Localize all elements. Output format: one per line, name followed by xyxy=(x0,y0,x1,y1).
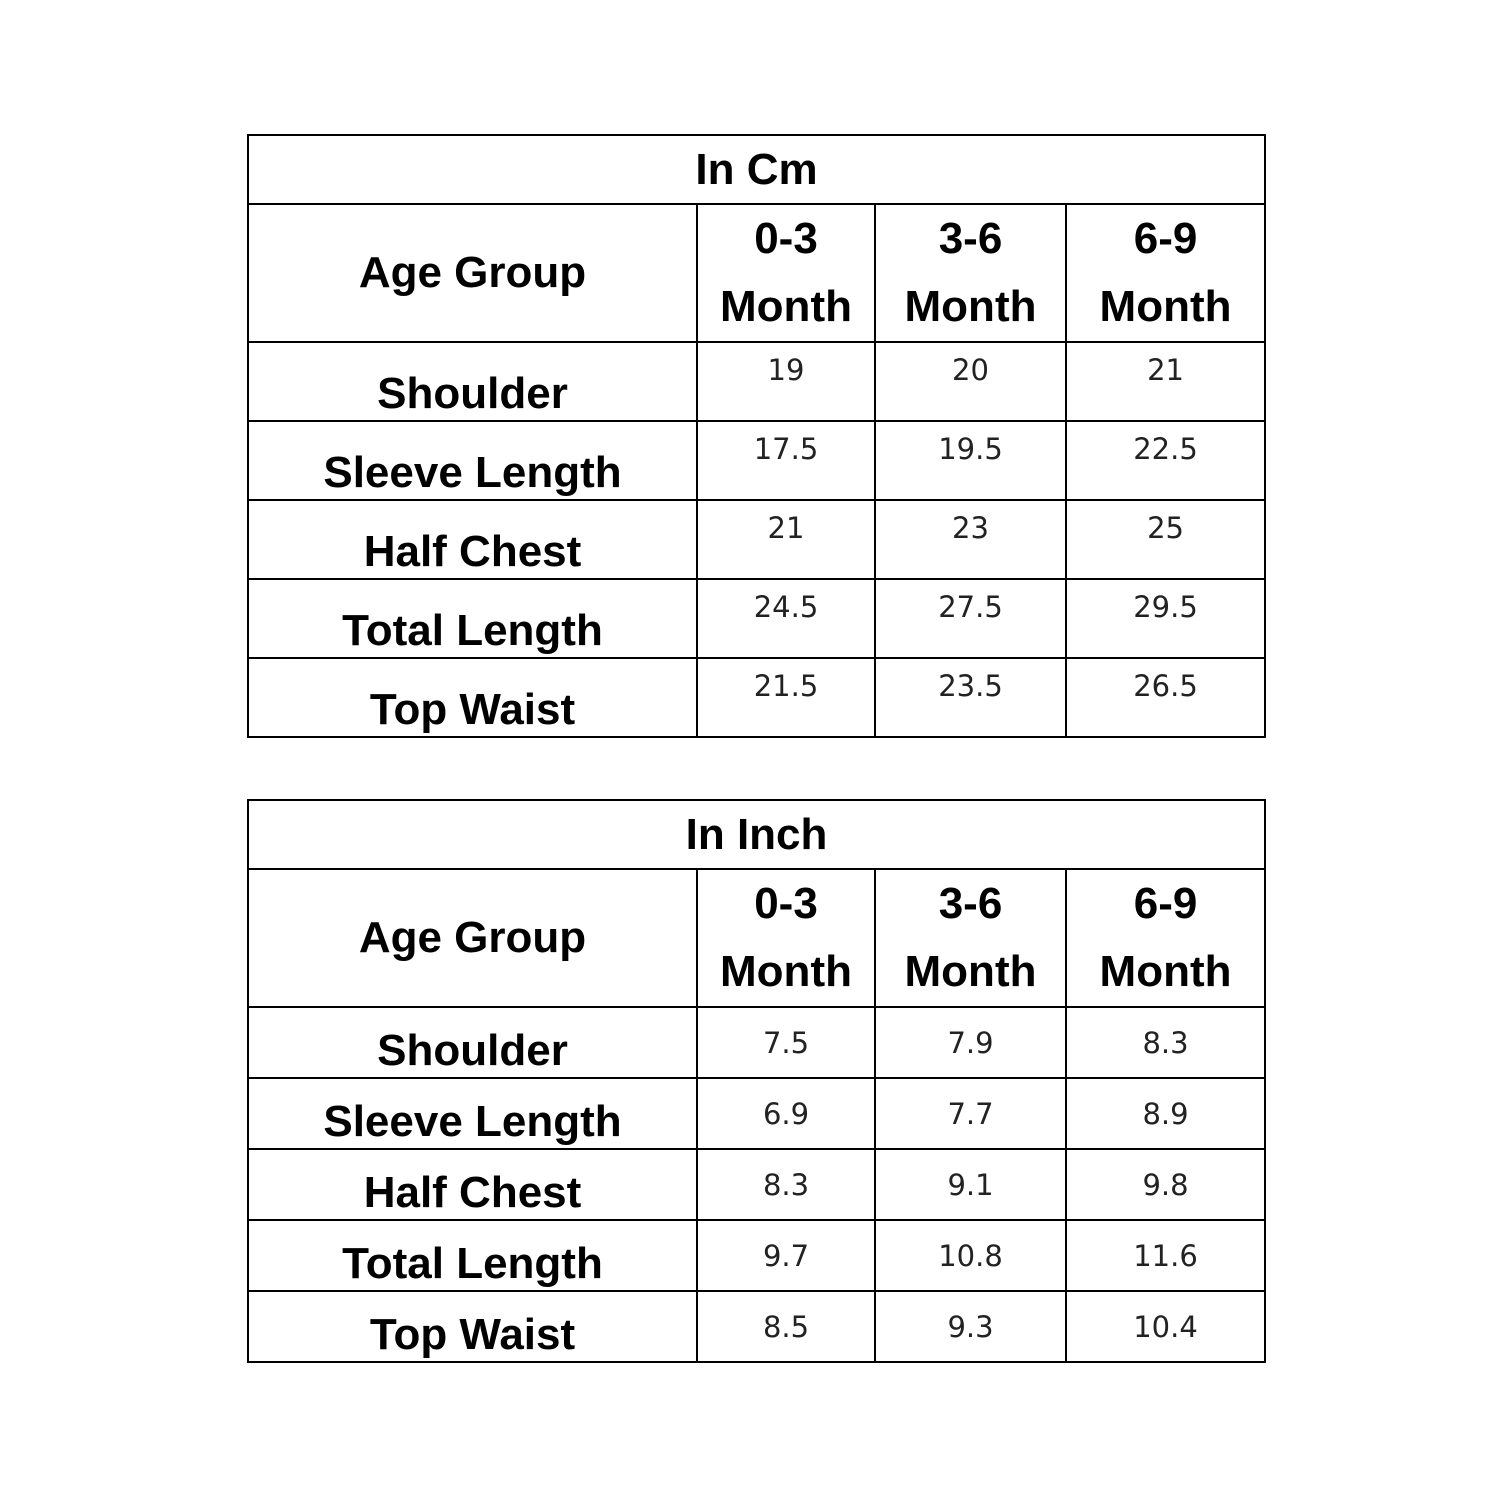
size-unit: Month xyxy=(1099,947,1232,997)
measurement-label: Top Waist xyxy=(248,658,697,737)
measurement-value: 7.9 xyxy=(875,1007,1066,1078)
measurement-value: 10.8 xyxy=(875,1220,1066,1291)
measurement-value: 25 xyxy=(1066,500,1265,579)
measurement-label: Sleeve Length xyxy=(248,421,697,500)
measurement-value: 23 xyxy=(875,500,1066,579)
table-header-row xyxy=(248,869,1265,1007)
table-row xyxy=(248,658,1265,737)
table-title: In Inch xyxy=(248,800,1265,869)
measurement-value: 8.3 xyxy=(1066,1007,1265,1078)
size-unit: Month xyxy=(1099,282,1232,332)
measurement-value: 11.6 xyxy=(1066,1220,1265,1291)
measurement-label: Half Chest xyxy=(248,500,697,579)
size-chart-inch-table xyxy=(247,799,1266,1363)
table-header-row xyxy=(248,204,1265,342)
measurement-value: 26.5 xyxy=(1066,658,1265,737)
measurement-label: Shoulder xyxy=(248,342,697,421)
measurement-value: 19.5 xyxy=(875,421,1066,500)
measurement-value: 9.1 xyxy=(875,1149,1066,1220)
measurement-value: 21 xyxy=(1066,342,1265,421)
measurement-value: 23.5 xyxy=(875,658,1066,737)
table-row xyxy=(248,500,1265,579)
table-row xyxy=(248,1220,1265,1291)
table-title: In Cm xyxy=(248,135,1265,204)
measurement-value: 21.5 xyxy=(697,658,875,737)
measurement-value: 9.7 xyxy=(697,1220,875,1291)
size-range: 6-9 xyxy=(1133,879,1198,928)
measurement-value: 8.9 xyxy=(1066,1078,1265,1149)
table-row xyxy=(248,342,1265,421)
size-unit: Month xyxy=(904,282,1037,332)
measurement-value: 17.5 xyxy=(697,421,875,500)
table-row xyxy=(248,1149,1265,1220)
size-range: 6-9 xyxy=(1133,214,1198,263)
measurement-value: 22.5 xyxy=(1066,421,1265,500)
measurement-value: 20 xyxy=(875,342,1066,421)
size-header xyxy=(697,869,875,1007)
measurement-label: Top Waist xyxy=(248,1291,697,1362)
measurement-value: 6.9 xyxy=(697,1078,875,1149)
size-range: 0-3 xyxy=(754,214,818,263)
table-row xyxy=(248,579,1265,658)
size-header xyxy=(1066,204,1265,342)
size-unit: Month xyxy=(720,947,852,997)
table-row xyxy=(248,421,1265,500)
measurement-label: Half Chest xyxy=(248,1149,697,1220)
size-range: 3-6 xyxy=(938,879,1003,928)
age-group-header: Age Group xyxy=(248,869,697,1007)
table-row xyxy=(248,1007,1265,1078)
measurement-value: 29.5 xyxy=(1066,579,1265,658)
table-title-row xyxy=(248,135,1265,204)
size-range: 3-6 xyxy=(938,214,1003,263)
size-range: 0-3 xyxy=(754,879,818,928)
measurement-label: Total Length xyxy=(248,1220,697,1291)
measurement-value: 21 xyxy=(697,500,875,579)
measurement-value: 10.4 xyxy=(1066,1291,1265,1362)
table-row xyxy=(248,1291,1265,1362)
measurement-value: 8.3 xyxy=(697,1149,875,1220)
measurement-label: Sleeve Length xyxy=(248,1078,697,1149)
size-chart-cm-table xyxy=(247,134,1266,738)
measurement-label: Shoulder xyxy=(248,1007,697,1078)
measurement-value: 7.7 xyxy=(875,1078,1066,1149)
measurement-value: 9.3 xyxy=(875,1291,1066,1362)
measurement-value: 8.5 xyxy=(697,1291,875,1362)
age-group-header: Age Group xyxy=(248,204,697,342)
measurement-value: 7.5 xyxy=(697,1007,875,1078)
measurement-value: 24.5 xyxy=(697,579,875,658)
size-header xyxy=(1066,869,1265,1007)
size-unit: Month xyxy=(720,282,852,332)
size-unit: Month xyxy=(904,947,1037,997)
table-title-row xyxy=(248,800,1265,869)
measurement-value: 27.5 xyxy=(875,579,1066,658)
table-row xyxy=(248,1078,1265,1149)
measurement-value: 19 xyxy=(697,342,875,421)
measurement-value: 9.8 xyxy=(1066,1149,1265,1220)
size-header xyxy=(875,204,1066,342)
measurement-label: Total Length xyxy=(248,579,697,658)
size-header xyxy=(875,869,1066,1007)
size-header xyxy=(697,204,875,342)
